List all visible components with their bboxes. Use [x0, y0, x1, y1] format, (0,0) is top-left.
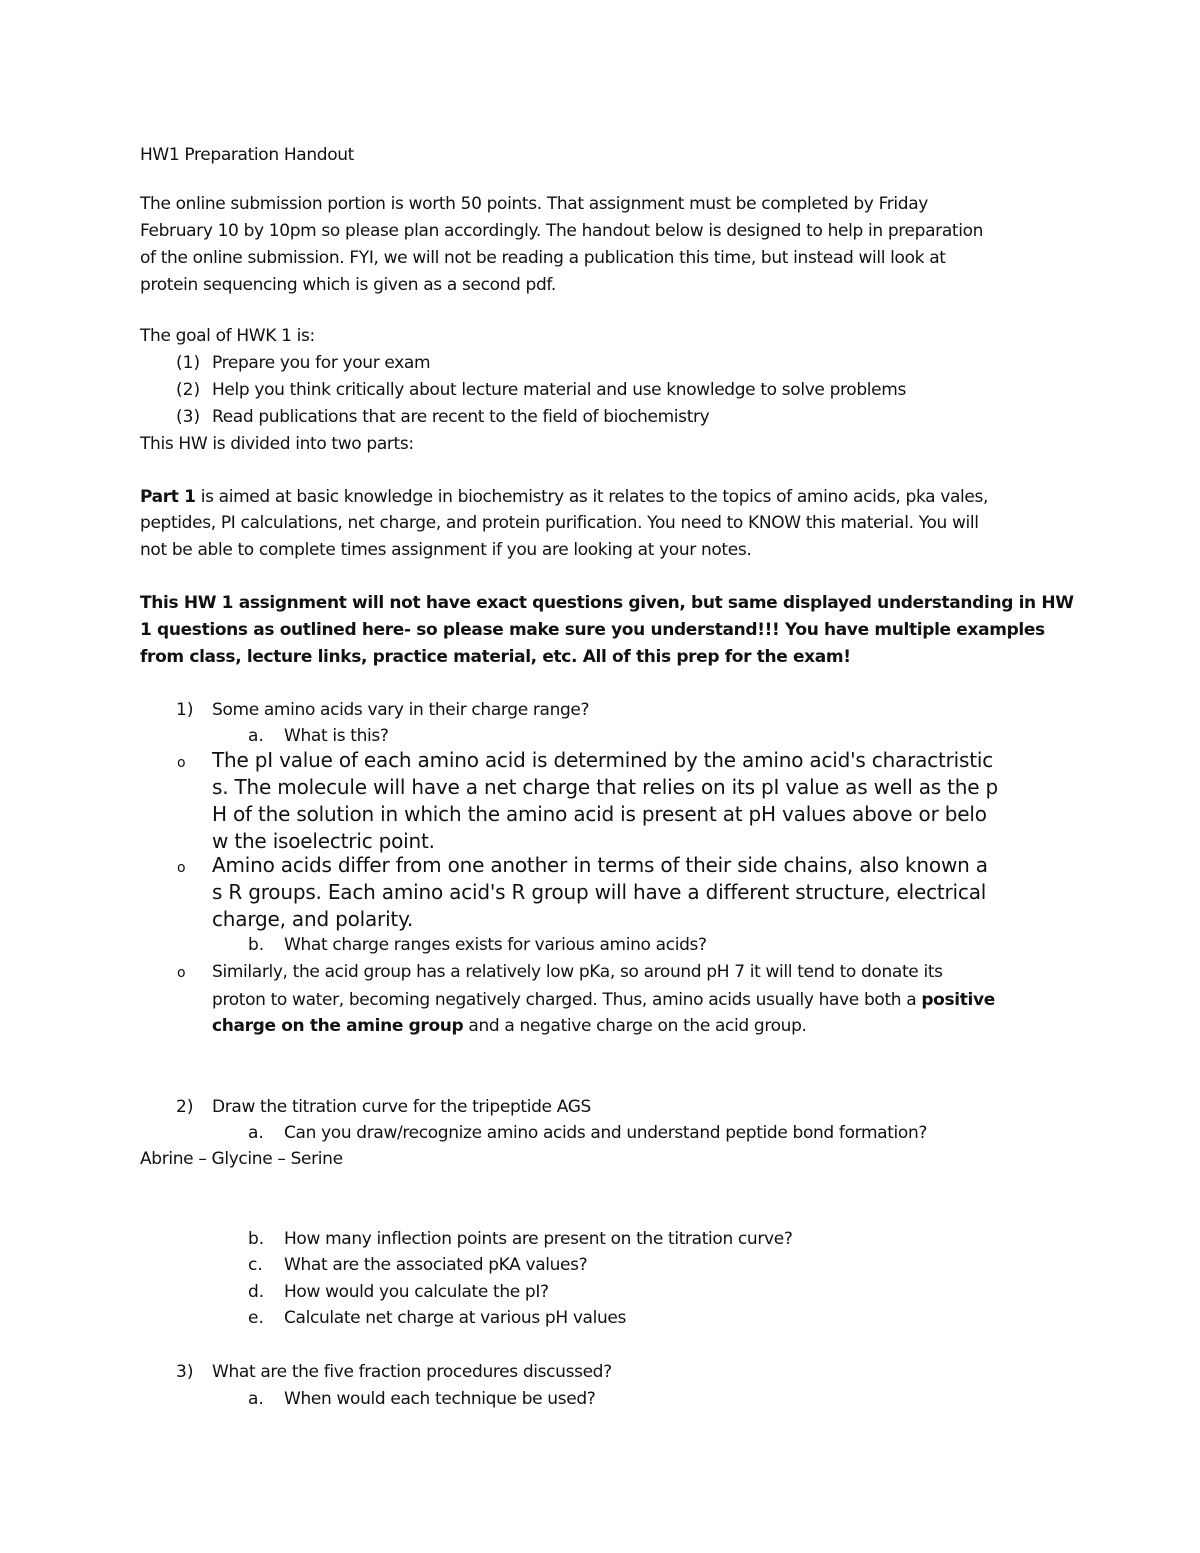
subquestion-text: When would each technique be used? — [284, 1389, 596, 1409]
document-title: HW1 Preparation Handout — [140, 145, 354, 165]
intro-line: protein sequencing which is given as a second pdf. — [140, 275, 556, 295]
goal-item-number: (2) — [176, 380, 201, 400]
answer-line: proton to water, becoming negatively charged. Thus, amino acids usually have both a positive — [212, 990, 995, 1010]
subquestion-text: What charge ranges exists for various amino acids? — [284, 935, 707, 955]
divided-text: This HW is divided into two parts: — [140, 434, 414, 454]
bullet-icon: o — [177, 860, 186, 876]
subquestion-letter: a. — [248, 726, 264, 746]
subquestion-letter: b. — [248, 1229, 265, 1249]
part1-line: peptides, PI calculations, net charge, and protein purification. You need to KNOW this material. You will — [140, 513, 979, 533]
answer-line: s. The molecule will have a net charge that relies on its pI value as well as the p — [212, 775, 999, 799]
question-text: Draw the titration curve for the tripeptide AGS — [212, 1097, 591, 1117]
part1-label: Part 1 — [140, 487, 196, 507]
intro-line: February 10 by 10pm so please plan accordingly. The handout below is designed to help in preparation — [140, 221, 984, 241]
intro-line: The online submission portion is worth 50 points. That assignment must be completed by Friday — [140, 194, 928, 214]
subquestion-text: What are the associated pKA values? — [284, 1255, 588, 1275]
subquestion-text: What is this? — [284, 726, 389, 746]
part1-line: Part 1 is aimed at basic knowledge in biochemistry as it relates to the topics of amino acids, pka vales, — [140, 487, 989, 507]
question-number: 1) — [176, 700, 194, 720]
question-number: 2) — [176, 1097, 194, 1117]
notice-line: from class, lecture links, practice material, etc. All of this prep for the exam! — [140, 647, 851, 667]
question-text: What are the five fraction procedures discussed? — [212, 1362, 612, 1382]
part1-line: not be able to complete times assignment if you are looking at your notes. — [140, 540, 752, 560]
goal-item-number: (1) — [176, 353, 201, 373]
subquestion-text: How many inflection points are present on the titration curve? — [284, 1229, 793, 1249]
subquestion-letter: a. — [248, 1389, 264, 1409]
answer-line: charge on the amine group and a negative charge on the acid group. — [212, 1016, 807, 1036]
goal-heading: The goal of HWK 1 is: — [140, 326, 315, 346]
answer-line: H of the solution in which the amino acid is present at pH values above or belo — [212, 802, 987, 826]
notice-line: 1 questions as outlined here- so please make sure you understand!!! You have multiple examples — [140, 620, 1045, 640]
answer-line: The pI value of each amino acid is determined by the amino acid's charactristic — [212, 748, 994, 772]
subquestion-letter: c. — [248, 1255, 263, 1275]
answer-line: w the isoelectric point. — [212, 829, 435, 853]
goal-item-number: (3) — [176, 407, 201, 427]
subquestion-text: Can you draw/recognize amino acids and understand peptide bond formation? — [284, 1123, 928, 1143]
intro-line: of the online submission. FYI, we will not be reading a publication this time, but instead will look at — [140, 248, 946, 268]
answer-line: s R groups. Each amino acid's R group will have a different structure, electrical — [212, 880, 987, 904]
notice-line: This HW 1 assignment will not have exact questions given, but same displayed understanding in HW — [140, 593, 1074, 613]
bullet-icon: o — [177, 965, 186, 981]
subquestion-letter: e. — [248, 1308, 264, 1328]
answer-line: charge, and polarity. — [212, 907, 414, 931]
question-number: 3) — [176, 1362, 194, 1382]
question-text: Some amino acids vary in their charge range? — [212, 700, 590, 720]
subquestion-text: How would you calculate the pI? — [284, 1282, 549, 1302]
subquestion-text: Calculate net charge at various pH values — [284, 1308, 627, 1328]
subquestion-letter: a. — [248, 1123, 264, 1143]
answer-line: Amino acids differ from one another in terms of their side chains, also known a — [212, 853, 988, 877]
bullet-icon: o — [177, 755, 186, 771]
goal-item-text: Prepare you for your exam — [212, 353, 431, 373]
goal-item-text: Help you think critically about lecture material and use knowledge to solve problems — [212, 380, 906, 400]
goal-item-text: Read publications that are recent to the field of biochemistry — [212, 407, 710, 427]
answer-line: Abrine – Glycine – Serine — [140, 1149, 343, 1169]
subquestion-letter: d. — [248, 1282, 265, 1302]
subquestion-letter: b. — [248, 935, 265, 955]
answer-line: Similarly, the acid group has a relatively low pKa, so around pH 7 it will tend to donate its — [212, 962, 943, 982]
